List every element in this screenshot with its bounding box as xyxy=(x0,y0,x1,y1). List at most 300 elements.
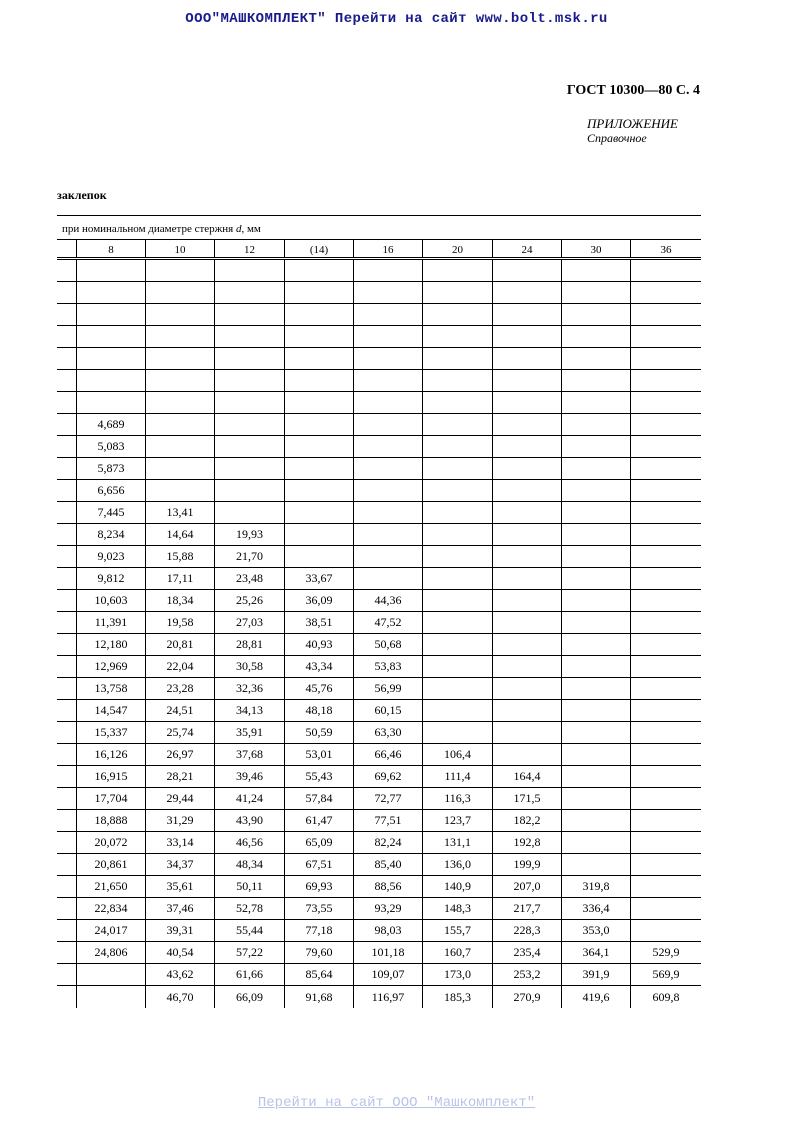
table-row xyxy=(57,766,701,788)
table-cell: 60,15 xyxy=(353,700,422,721)
row-stub-cell xyxy=(57,876,76,897)
column-header: 36 xyxy=(630,240,701,257)
footer-site-link[interactable]: Перейти на сайт ООО "Машкомплект" xyxy=(257,1095,536,1111)
table-row xyxy=(57,502,701,524)
table-cell: 419,6 xyxy=(561,986,630,1008)
table-cell xyxy=(492,436,561,457)
table-cell: 235,4 xyxy=(492,942,561,963)
table-cell xyxy=(422,348,492,369)
table-cell: 123,7 xyxy=(422,810,492,831)
table-cell: 30,58 xyxy=(214,656,284,677)
table-cell xyxy=(492,656,561,677)
table-cell xyxy=(353,260,422,281)
table-cell: 136,0 xyxy=(422,854,492,875)
row-stub-cell xyxy=(57,700,76,721)
row-stub-cell xyxy=(57,480,76,501)
table-cell: 19,93 xyxy=(214,524,284,545)
row-stub-cell xyxy=(57,326,76,347)
table-cell: 391,9 xyxy=(561,964,630,985)
row-stub-cell xyxy=(57,348,76,369)
table-cell xyxy=(284,436,353,457)
table-row xyxy=(57,480,701,502)
table-cell xyxy=(214,414,284,435)
table-cell: 5,083 xyxy=(76,436,145,457)
table-row xyxy=(57,370,701,392)
table-cell xyxy=(630,590,701,611)
table-cell: 53,83 xyxy=(353,656,422,677)
table-cell: 14,547 xyxy=(76,700,145,721)
table-cell xyxy=(561,480,630,501)
table-cell xyxy=(145,414,214,435)
table-row xyxy=(57,458,701,480)
table-row xyxy=(57,348,701,370)
table-cell: 88,56 xyxy=(353,876,422,897)
table-cell: 17,704 xyxy=(76,788,145,809)
table-cell xyxy=(422,546,492,567)
table-cell: 13,41 xyxy=(145,502,214,523)
table-cell: 116,3 xyxy=(422,788,492,809)
table-cell xyxy=(145,392,214,413)
table-cell: 111,4 xyxy=(422,766,492,787)
table-cell xyxy=(214,348,284,369)
table-row xyxy=(57,612,701,634)
table-cell xyxy=(630,546,701,567)
table-cell: 18,888 xyxy=(76,810,145,831)
table-cell: 98,03 xyxy=(353,920,422,941)
table-cell: 109,07 xyxy=(353,964,422,985)
table-row xyxy=(57,414,701,436)
table-cell xyxy=(492,502,561,523)
row-stub-cell xyxy=(57,414,76,435)
table-cell xyxy=(561,458,630,479)
table-cell xyxy=(492,612,561,633)
row-stub-cell xyxy=(57,370,76,391)
table-cell xyxy=(214,480,284,501)
table-cell: 270,9 xyxy=(492,986,561,1008)
table-cell xyxy=(630,524,701,545)
table-cell: 37,46 xyxy=(145,898,214,919)
table-cell xyxy=(561,546,630,567)
table-row xyxy=(57,920,701,942)
table-row xyxy=(57,634,701,656)
table-cell: 37,68 xyxy=(214,744,284,765)
table-cell xyxy=(492,348,561,369)
table-cell: 12,180 xyxy=(76,634,145,655)
table-cell: 20,861 xyxy=(76,854,145,875)
table-cell: 57,22 xyxy=(214,942,284,963)
table-row xyxy=(57,810,701,832)
table-cell xyxy=(284,326,353,347)
table-cell: 39,31 xyxy=(145,920,214,941)
table-cell: 55,43 xyxy=(284,766,353,787)
table-cell xyxy=(561,634,630,655)
table-cell xyxy=(422,304,492,325)
table-cell xyxy=(561,590,630,611)
table-row xyxy=(57,942,701,964)
table-row xyxy=(57,832,701,854)
table-cell xyxy=(492,304,561,325)
table-cell: 23,28 xyxy=(145,678,214,699)
table-cell xyxy=(145,326,214,347)
table-cell xyxy=(630,854,701,875)
table-cell: 72,77 xyxy=(353,788,422,809)
table-cell: 6,656 xyxy=(76,480,145,501)
table-cell: 10,603 xyxy=(76,590,145,611)
row-stub-cell xyxy=(57,986,76,1008)
table-cell xyxy=(353,282,422,303)
table-cell xyxy=(630,876,701,897)
table-cell: 16,915 xyxy=(76,766,145,787)
table-cell xyxy=(76,304,145,325)
table-cell: 353,0 xyxy=(561,920,630,941)
table-cell: 40,93 xyxy=(284,634,353,655)
table-cell: 50,68 xyxy=(353,634,422,655)
table-cell: 5,873 xyxy=(76,458,145,479)
table-cell xyxy=(492,370,561,391)
table-cell xyxy=(630,304,701,325)
row-stub-cell xyxy=(57,282,76,303)
table-cell: 27,03 xyxy=(214,612,284,633)
column-header: 12 xyxy=(214,240,284,257)
table-cell xyxy=(492,282,561,303)
column-header: 20 xyxy=(422,240,492,257)
table-cell: 69,93 xyxy=(284,876,353,897)
appendix-subtitle: Справочное xyxy=(587,131,647,145)
row-stub-cell xyxy=(57,568,76,589)
table-cell xyxy=(284,392,353,413)
table-cell xyxy=(422,590,492,611)
table-cell xyxy=(214,392,284,413)
table-cell: 19,58 xyxy=(145,612,214,633)
table-cell xyxy=(630,744,701,765)
table-cell: 35,61 xyxy=(145,876,214,897)
table-row xyxy=(57,722,701,744)
table-cell xyxy=(353,392,422,413)
table-cell: 48,18 xyxy=(284,700,353,721)
table-cell: 116,97 xyxy=(353,986,422,1008)
table-cell xyxy=(214,304,284,325)
table-cell xyxy=(492,568,561,589)
table-cell: 43,90 xyxy=(214,810,284,831)
table-cell: 131,1 xyxy=(422,832,492,853)
table-cell xyxy=(492,546,561,567)
table-cell xyxy=(630,348,701,369)
row-stub-cell xyxy=(57,590,76,611)
table-cell xyxy=(284,414,353,435)
table-cell: 4,689 xyxy=(76,414,145,435)
table-cell xyxy=(630,260,701,281)
table-cell xyxy=(214,458,284,479)
table-cell xyxy=(422,480,492,501)
table-cell xyxy=(561,656,630,677)
table-cell: 529,9 xyxy=(630,942,701,963)
table-cell xyxy=(76,370,145,391)
table-cell xyxy=(422,260,492,281)
table-cell xyxy=(422,502,492,523)
table-cell xyxy=(353,524,422,545)
table-cell xyxy=(561,282,630,303)
table-cell: 101,18 xyxy=(353,942,422,963)
table-cell: 20,072 xyxy=(76,832,145,853)
appendix-title: ПРИЛОЖЕНИЕ xyxy=(587,116,678,131)
table-cell: 199,9 xyxy=(492,854,561,875)
table-row xyxy=(57,700,701,722)
row-stub-cell xyxy=(57,766,76,787)
table-row xyxy=(57,744,701,766)
table-cell: 7,445 xyxy=(76,502,145,523)
column-header: (14) xyxy=(284,240,353,257)
table-cell: 140,9 xyxy=(422,876,492,897)
caption-prefix: при номинальном диаметре стержня xyxy=(62,223,236,235)
table-cell: 65,09 xyxy=(284,832,353,853)
table-cell: 319,8 xyxy=(561,876,630,897)
table-cell xyxy=(630,612,701,633)
table-cell: 56,99 xyxy=(353,678,422,699)
table-cell: 93,29 xyxy=(353,898,422,919)
table-cell: 52,78 xyxy=(214,898,284,919)
table-cell: 185,3 xyxy=(422,986,492,1008)
table-caption xyxy=(62,223,261,235)
row-stub-cell xyxy=(57,436,76,457)
table-cell xyxy=(561,854,630,875)
row-stub-cell xyxy=(57,304,76,325)
table-cell xyxy=(561,788,630,809)
table-cell xyxy=(422,568,492,589)
table-cell: 33,67 xyxy=(284,568,353,589)
row-stub-cell xyxy=(57,546,76,567)
table-cell: 50,59 xyxy=(284,722,353,743)
table-grid xyxy=(57,239,701,1008)
row-stub-cell xyxy=(57,458,76,479)
table-row xyxy=(57,898,701,920)
table-cell xyxy=(145,304,214,325)
row-stub-cell xyxy=(57,898,76,919)
table-cell xyxy=(422,678,492,699)
row-stub-cell xyxy=(57,942,76,963)
table-cell: 336,4 xyxy=(561,898,630,919)
table-cell xyxy=(353,436,422,457)
table-cell xyxy=(145,260,214,281)
row-stub-cell xyxy=(57,392,76,413)
table-cell: 61,66 xyxy=(214,964,284,985)
table-cell: 85,64 xyxy=(284,964,353,985)
table-cell xyxy=(561,414,630,435)
table-cell: 228,3 xyxy=(492,920,561,941)
table-cell xyxy=(561,260,630,281)
row-stub-cell xyxy=(57,964,76,985)
table-cell: 41,24 xyxy=(214,788,284,809)
table-cell: 569,9 xyxy=(630,964,701,985)
table-cell: 53,01 xyxy=(284,744,353,765)
table-cell xyxy=(561,392,630,413)
row-stub-cell xyxy=(57,260,76,281)
table-cell: 26,97 xyxy=(145,744,214,765)
table-cell xyxy=(561,304,630,325)
table-cell xyxy=(76,392,145,413)
table-cell: 25,74 xyxy=(145,722,214,743)
table-cell: 77,18 xyxy=(284,920,353,941)
table-cell xyxy=(353,568,422,589)
table-cell: 48,34 xyxy=(214,854,284,875)
table-cell xyxy=(284,260,353,281)
table-row xyxy=(57,326,701,348)
table-cell xyxy=(630,832,701,853)
table-cell: 31,29 xyxy=(145,810,214,831)
table-cell xyxy=(353,502,422,523)
row-stub-cell xyxy=(57,810,76,831)
table-cell: 32,36 xyxy=(214,678,284,699)
table-cell: 23,48 xyxy=(214,568,284,589)
table-cell: 39,46 xyxy=(214,766,284,787)
table-cell: 55,44 xyxy=(214,920,284,941)
table-cell: 29,44 xyxy=(145,788,214,809)
table-cell: 16,126 xyxy=(76,744,145,765)
header-stub-cell xyxy=(57,240,76,257)
table-row xyxy=(57,678,701,700)
table-cell xyxy=(630,678,701,699)
table-cell: 22,834 xyxy=(76,898,145,919)
table-cell: 253,2 xyxy=(492,964,561,985)
table-cell xyxy=(422,436,492,457)
table-cell: 34,37 xyxy=(145,854,214,875)
table-cell xyxy=(492,634,561,655)
row-stub-cell xyxy=(57,656,76,677)
table-cell: 38,51 xyxy=(284,612,353,633)
table-cell xyxy=(630,370,701,391)
table-cell: 25,26 xyxy=(214,590,284,611)
table-cell: 155,7 xyxy=(422,920,492,941)
table-cell: 69,62 xyxy=(353,766,422,787)
table-cell: 24,51 xyxy=(145,700,214,721)
table-row xyxy=(57,788,701,810)
row-stub-cell xyxy=(57,502,76,523)
row-stub-cell xyxy=(57,832,76,853)
table-cell xyxy=(422,326,492,347)
table-cell xyxy=(353,480,422,501)
table-cell: 46,70 xyxy=(145,986,214,1008)
table-cell xyxy=(422,282,492,303)
table-cell: 22,04 xyxy=(145,656,214,677)
table-cell xyxy=(284,304,353,325)
table-cell: 50,11 xyxy=(214,876,284,897)
table-row xyxy=(57,392,701,414)
table-cell xyxy=(214,260,284,281)
table-row xyxy=(57,546,701,568)
table-cell: 18,34 xyxy=(145,590,214,611)
table-cell xyxy=(630,502,701,523)
table-cell xyxy=(145,348,214,369)
table-cell xyxy=(422,612,492,633)
table-cell xyxy=(492,326,561,347)
table-row xyxy=(57,304,701,326)
table-cell xyxy=(492,524,561,545)
table-cell: 8,234 xyxy=(76,524,145,545)
table-cell xyxy=(561,348,630,369)
table-cell xyxy=(353,546,422,567)
table-cell: 43,62 xyxy=(145,964,214,985)
table-cell: 106,4 xyxy=(422,744,492,765)
table-cell xyxy=(214,370,284,391)
table-cell xyxy=(561,678,630,699)
row-stub-cell xyxy=(57,722,76,743)
table-cell xyxy=(284,524,353,545)
table-cell: 192,8 xyxy=(492,832,561,853)
table-cell xyxy=(214,502,284,523)
gost-code-header: ГОСТ 10300—80 С. 4 xyxy=(566,83,700,98)
table-cell: 217,7 xyxy=(492,898,561,919)
table-cell xyxy=(492,260,561,281)
table-cell xyxy=(561,326,630,347)
table-cell xyxy=(561,502,630,523)
table-cell: 24,806 xyxy=(76,942,145,963)
appendix-block xyxy=(587,116,678,145)
table-cell: 182,2 xyxy=(492,810,561,831)
table-cell xyxy=(561,370,630,391)
row-stub-cell xyxy=(57,634,76,655)
row-stub-cell xyxy=(57,612,76,633)
section-heading-fragment: заклепок xyxy=(57,188,107,202)
table-cell xyxy=(492,414,561,435)
table-cell: 364,1 xyxy=(561,942,630,963)
table-cell xyxy=(284,480,353,501)
table-row xyxy=(57,986,701,1008)
table-cell: 77,51 xyxy=(353,810,422,831)
table-cell xyxy=(492,392,561,413)
table-cell xyxy=(353,370,422,391)
table-cell xyxy=(284,458,353,479)
table-cell xyxy=(561,766,630,787)
table-cell xyxy=(284,546,353,567)
table-row xyxy=(57,876,701,898)
table-cell: 73,55 xyxy=(284,898,353,919)
table-cell: 28,81 xyxy=(214,634,284,655)
row-stub-cell xyxy=(57,788,76,809)
table-cell xyxy=(145,480,214,501)
table-row xyxy=(57,964,701,986)
table-cell xyxy=(422,370,492,391)
table-cell xyxy=(492,722,561,743)
table-row xyxy=(57,590,701,612)
table-cell xyxy=(76,260,145,281)
table-cell xyxy=(284,370,353,391)
table-row xyxy=(57,568,701,590)
table-cell xyxy=(630,326,701,347)
table-cell: 33,14 xyxy=(145,832,214,853)
table-cell xyxy=(353,326,422,347)
table-cell xyxy=(214,326,284,347)
table-cell xyxy=(145,458,214,479)
table-cell: 28,21 xyxy=(145,766,214,787)
table-cell xyxy=(492,458,561,479)
table-cell: 14,64 xyxy=(145,524,214,545)
table-cell xyxy=(630,568,701,589)
table-cell: 15,337 xyxy=(76,722,145,743)
table-cell xyxy=(422,700,492,721)
table-cell xyxy=(492,678,561,699)
table-cell xyxy=(561,612,630,633)
table-cell: 46,56 xyxy=(214,832,284,853)
row-stub-cell xyxy=(57,524,76,545)
site-banner-link[interactable]: ООО"МАШКОМПЛЕКТ" Перейти на сайт www.bolt.msk.ru xyxy=(185,11,608,27)
column-header: 30 xyxy=(561,240,630,257)
table-cell xyxy=(145,282,214,303)
table-cell: 34,13 xyxy=(214,700,284,721)
table-cell xyxy=(630,282,701,303)
table-cell: 35,91 xyxy=(214,722,284,743)
table-cell xyxy=(353,458,422,479)
table-cell: 609,8 xyxy=(630,986,701,1008)
table-cell: 148,3 xyxy=(422,898,492,919)
